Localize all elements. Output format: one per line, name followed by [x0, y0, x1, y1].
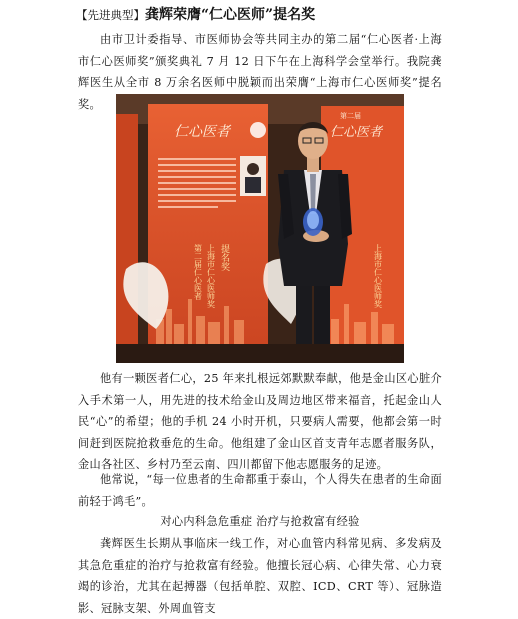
banner-title-right: 仁心医者 [330, 125, 383, 140]
headline: 龚辉荣膺“仁心医师”提名奖 [145, 7, 316, 23]
category-tag: 【先进典型】 [76, 8, 145, 22]
banner-right-nominee: 上海市仁心医师奖 [373, 244, 383, 308]
quote-paragraph: 他常说，“每一位患者的生命都重于泰山，个人得失在患者的生命面前轻于鸿毛”。 [78, 473, 442, 508]
banner-nominee-line2: 上海市仁心医师奖 [206, 244, 216, 308]
banner-nominee-line3: 第二届仁心医者 [193, 244, 203, 300]
emblem-icon [250, 122, 266, 138]
intro-paragraph: 由市卫计委指导、市医师协会等共同主办的第二届“仁心医者·上海市仁心医师奖”颁奖典礼 7 月 12 日下午在上海科学会堂举行。我院龚辉医生从全市 8 万余名医师中脱颖而出荣膺“上海市仁心医师奖”提名奖。 [78, 33, 442, 111]
banner-badge: 第二届 [340, 112, 361, 120]
banner-title: 仁心医者 [174, 124, 230, 140]
article-title [76, 6, 516, 25]
dedication-paragraph: 他有一颗医者仁心，25 年来扎根远郊默默奉献，他是金山区心脏介入手术第一人，用先进的技术给金山及周边地区带来福音，托起金山人民“心”的希望；他的手机 24 小时开机，只要病人需要，他都会第一时间赶到医院抢救垂危的生命。他组建了金山区首支青年志愿者服务队，金山各社区、乡村乃至云南、四川都留下他志愿服务的足迹。 [78, 372, 442, 471]
section-subheading: 对心内科急危重症 治疗与抢救富有经验 [160, 515, 360, 528]
experience-paragraph: 龚辉医生长期从事临床一线工作，对心血管内科常见病、多发病及其急危重症的治疗与抢救富有经验。他擅长冠心病、心律失常、心力衰竭的诊治，尤其在起搏器（包括单腔、双腔、ICD、CRT 等）、冠脉造影、冠脉支架、外周血管支 [78, 537, 442, 615]
award-photo [116, 94, 404, 363]
banner-nominee-line1: 提名奖 [219, 244, 229, 271]
